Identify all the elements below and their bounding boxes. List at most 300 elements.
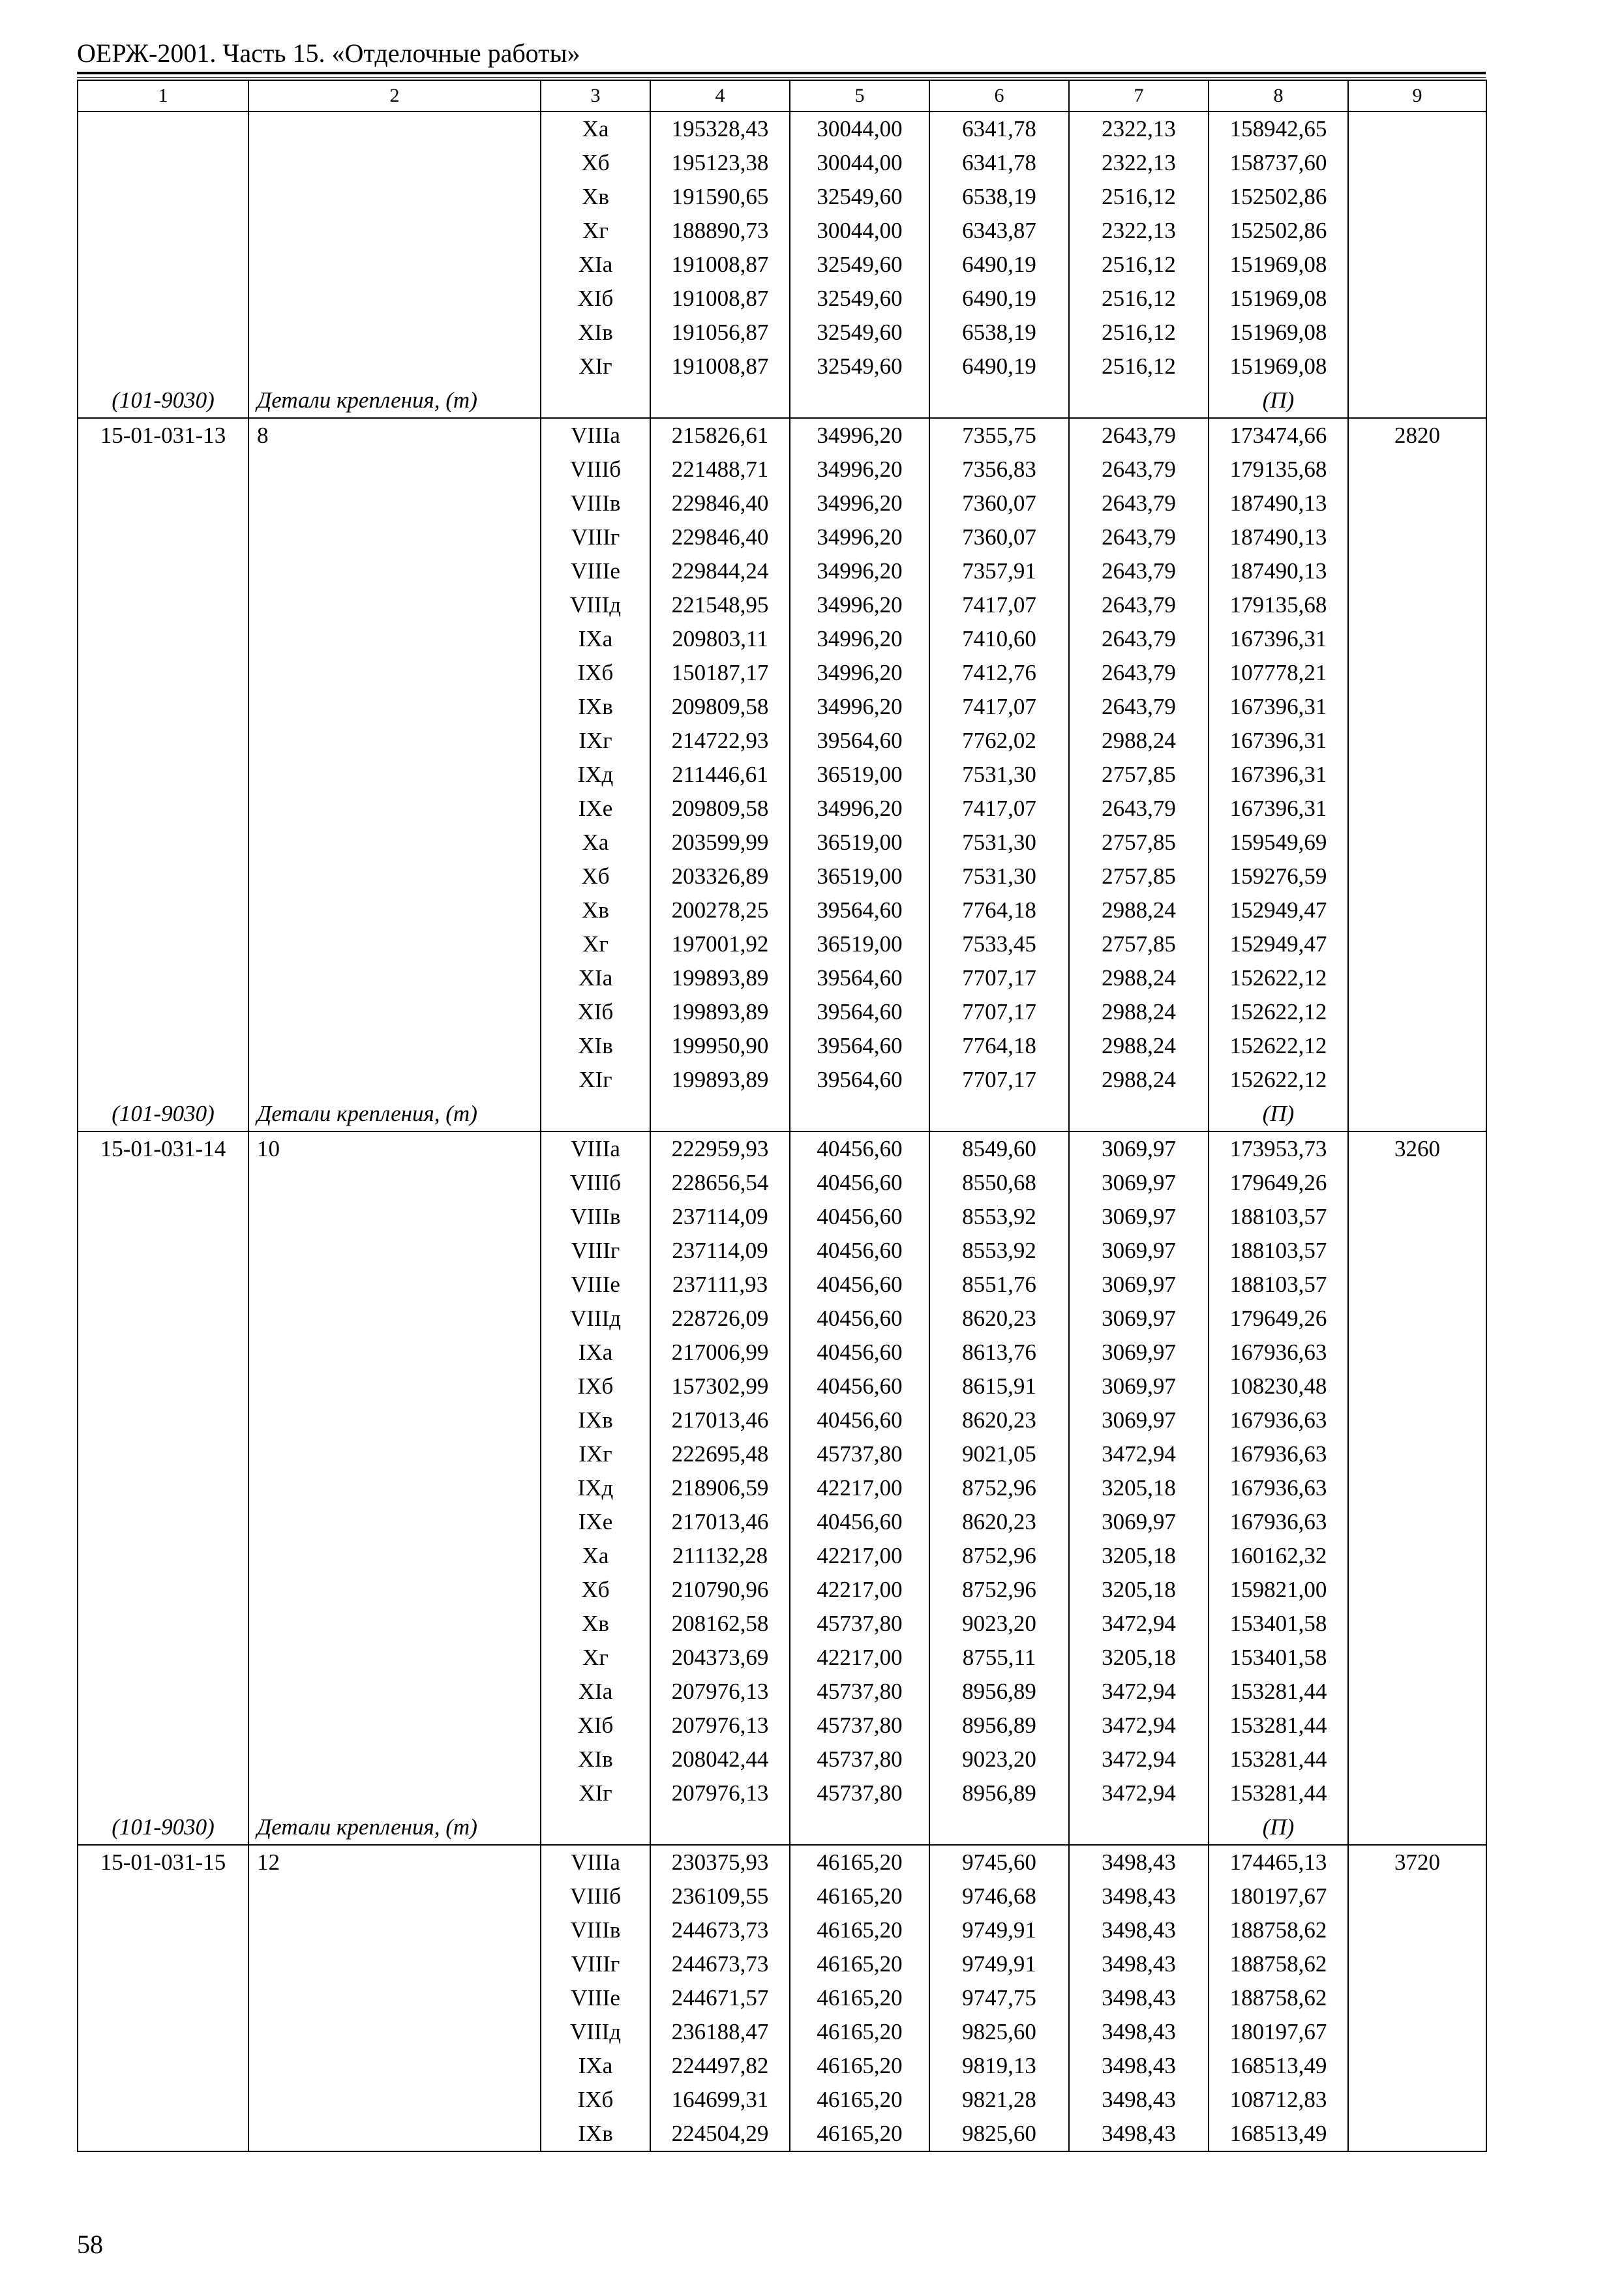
zone-cell: VIIIa (541, 1845, 650, 1879)
labor-cell (1348, 1471, 1486, 1505)
table-row (78, 554, 1486, 588)
zone-cell: XIг (541, 1063, 650, 1097)
code-cell (78, 1641, 248, 1675)
labor-cell (1348, 588, 1486, 622)
zone-cell: VIIIв (541, 1913, 650, 1947)
labor-cell (1348, 520, 1486, 554)
code-cell (78, 453, 248, 486)
name-cell (248, 282, 541, 316)
total-cost-cell: 237114,09 (650, 1234, 790, 1268)
empty-cell (1348, 1097, 1486, 1131)
materials-cell: 174465,13 (1209, 1845, 1348, 1879)
labor-cell (1348, 282, 1486, 316)
machinist-wage-cell: 3069,97 (1069, 1505, 1209, 1539)
machinist-wage-cell: 3498,43 (1069, 2015, 1209, 2049)
machinist-wage-cell: 2643,79 (1069, 792, 1209, 826)
zone-cell: IXa (541, 1336, 650, 1369)
machinist-wage-cell: 3069,97 (1069, 1268, 1209, 1302)
code-cell (78, 248, 248, 282)
materials-cell: 152622,12 (1209, 1063, 1348, 1097)
empty-cell (790, 383, 929, 418)
total-cost-cell: 236188,47 (650, 2015, 790, 2049)
name-cell (248, 1063, 541, 1097)
total-cost-cell: 199893,89 (650, 995, 790, 1029)
materials-cell: 167936,63 (1209, 1505, 1348, 1539)
page-number: 58 (77, 2230, 103, 2259)
machine-cell: 8553,92 (929, 1234, 1069, 1268)
total-cost-cell: 217013,46 (650, 1403, 790, 1437)
total-cost-cell: 200278,25 (650, 893, 790, 927)
resource-name: Детали крепления, (т) (248, 1810, 541, 1845)
zone-cell: IXб (541, 2083, 650, 2117)
zone-cell: Xв (541, 1607, 650, 1641)
wage-cell: 36519,00 (790, 826, 929, 860)
name-cell (248, 2083, 541, 2117)
labor-cell (1348, 927, 1486, 961)
labor-cell (1348, 622, 1486, 656)
code-cell (78, 1200, 248, 1234)
machinist-wage-cell: 3069,97 (1069, 1403, 1209, 1437)
table-row (78, 1879, 1486, 1913)
zone-cell: Xa (541, 1539, 650, 1573)
zone-cell: VIIIa (541, 1131, 650, 1166)
machine-cell: 7410,60 (929, 622, 1069, 656)
materials-cell: 151969,08 (1209, 316, 1348, 350)
wage-cell: 45737,80 (790, 1437, 929, 1471)
table-row (78, 1029, 1486, 1063)
total-cost-cell: 215826,61 (650, 418, 790, 453)
wage-cell: 30044,00 (790, 214, 929, 248)
table-row (78, 1913, 1486, 1947)
name-cell (248, 622, 541, 656)
zone-cell: IXд (541, 758, 650, 792)
empty-cell (929, 1810, 1069, 1845)
zone-cell: XIб (541, 1709, 650, 1743)
code-cell (78, 1675, 248, 1709)
machinist-wage-cell: 2643,79 (1069, 486, 1209, 520)
wage-cell: 40456,60 (790, 1268, 929, 1302)
code-cell (78, 1709, 248, 1743)
code-cell (78, 486, 248, 520)
machine-cell: 8620,23 (929, 1505, 1069, 1539)
materials-cell: 188103,57 (1209, 1268, 1348, 1302)
total-cost-cell: 191008,87 (650, 350, 790, 383)
header-rule-thin (77, 77, 1486, 78)
total-cost-cell: 228726,09 (650, 1302, 790, 1336)
code-cell (78, 1302, 248, 1336)
name-cell (248, 860, 541, 893)
machine-cell: 7417,07 (929, 792, 1069, 826)
machinist-wage-cell: 2322,13 (1069, 112, 1209, 146)
wage-cell: 39564,60 (790, 1063, 929, 1097)
total-cost-cell: 224504,29 (650, 2117, 790, 2151)
code-cell (78, 2083, 248, 2117)
code-cell (78, 792, 248, 826)
total-cost-cell: 157302,99 (650, 1369, 790, 1403)
materials-cell: 159549,69 (1209, 826, 1348, 860)
materials-cell: 173474,66 (1209, 418, 1348, 453)
machinist-wage-cell: 3205,18 (1069, 1641, 1209, 1675)
materials-cell: 167396,31 (1209, 792, 1348, 826)
total-cost-cell: 217006,99 (650, 1336, 790, 1369)
machinist-wage-cell: 3069,97 (1069, 1166, 1209, 1200)
code-cell (78, 1607, 248, 1641)
wage-cell: 34996,20 (790, 690, 929, 724)
table-row (78, 1131, 1486, 1166)
materials-cell: 167396,31 (1209, 622, 1348, 656)
machinist-wage-cell: 2757,85 (1069, 758, 1209, 792)
machinist-wage-cell: 3472,94 (1069, 1607, 1209, 1641)
zone-cell: VIIIв (541, 486, 650, 520)
machine-cell: 7764,18 (929, 893, 1069, 927)
name-cell (248, 927, 541, 961)
materials-cell: 153281,44 (1209, 1709, 1348, 1743)
table-row-footer (78, 1097, 1486, 1131)
machinist-wage-cell: 3205,18 (1069, 1471, 1209, 1505)
zone-cell: IXв (541, 1403, 650, 1437)
zone-cell: Xв (541, 893, 650, 927)
materials-cell: 187490,13 (1209, 520, 1348, 554)
labor-cell (1348, 453, 1486, 486)
price-table (77, 80, 1487, 2152)
labor-cell (1348, 1437, 1486, 1471)
table-row (78, 1641, 1486, 1675)
name-cell (248, 1029, 541, 1063)
total-cost-cell: 164699,31 (650, 2083, 790, 2117)
total-cost-cell: 230375,93 (650, 1845, 790, 1879)
labor-cell (1348, 1302, 1486, 1336)
machine-cell: 8752,96 (929, 1471, 1069, 1505)
table-row (78, 1437, 1486, 1471)
materials-cell: 153281,44 (1209, 1776, 1348, 1810)
table-row (78, 2015, 1486, 2049)
name-cell (248, 554, 541, 588)
table-row (78, 282, 1486, 316)
name-cell (248, 1200, 541, 1234)
code-cell (78, 1539, 248, 1573)
zone-cell: VIIIг (541, 1234, 650, 1268)
machinist-wage-cell: 2516,12 (1069, 282, 1209, 316)
zone-cell: XIв (541, 316, 650, 350)
table-row (78, 486, 1486, 520)
total-cost-cell: 224497,82 (650, 2049, 790, 2083)
name-cell (248, 1234, 541, 1268)
materials-cell: 160162,32 (1209, 1539, 1348, 1573)
machine-cell: 7707,17 (929, 961, 1069, 995)
zone-cell: IXб (541, 1369, 650, 1403)
machine-cell: 7707,17 (929, 995, 1069, 1029)
wage-cell: 32549,60 (790, 316, 929, 350)
empty-cell (1348, 1810, 1486, 1845)
code-cell (78, 622, 248, 656)
table-row (78, 2117, 1486, 2151)
total-cost-cell: 237114,09 (650, 1200, 790, 1234)
table-row (78, 927, 1486, 961)
name-cell: 10 (248, 1131, 541, 1166)
machinist-wage-cell: 2643,79 (1069, 453, 1209, 486)
wage-cell: 42217,00 (790, 1641, 929, 1675)
table-body (78, 80, 1486, 2151)
materials-cell: 168513,49 (1209, 2049, 1348, 2083)
materials-cell: 188758,62 (1209, 1947, 1348, 1981)
wage-cell: 40456,60 (790, 1403, 929, 1437)
zone-cell: Xг (541, 1641, 650, 1675)
table-row (78, 1607, 1486, 1641)
machine-cell: 9749,91 (929, 1947, 1069, 1981)
name-cell (248, 1913, 541, 1947)
materials-cell: 180197,67 (1209, 1879, 1348, 1913)
wage-cell: 40456,60 (790, 1131, 929, 1166)
code-cell (78, 927, 248, 961)
labor-cell (1348, 112, 1486, 146)
labor-cell (1348, 146, 1486, 180)
machine-cell: 7531,30 (929, 860, 1069, 893)
total-cost-cell: 191008,87 (650, 248, 790, 282)
total-cost-cell: 191056,87 (650, 316, 790, 350)
wage-cell: 34996,20 (790, 520, 929, 554)
labor-cell (1348, 1234, 1486, 1268)
zone-cell: Xв (541, 180, 650, 214)
materials-cell: 167936,63 (1209, 1403, 1348, 1437)
empty-cell (1069, 1097, 1209, 1131)
code-cell (78, 316, 248, 350)
wage-cell: 36519,00 (790, 927, 929, 961)
total-cost-cell: 208162,58 (650, 1607, 790, 1641)
wage-cell: 32549,60 (790, 282, 929, 316)
labor-cell (1348, 826, 1486, 860)
total-cost-cell: 195328,43 (650, 112, 790, 146)
machine-cell: 6538,19 (929, 180, 1069, 214)
machinist-wage-cell: 3498,43 (1069, 1879, 1209, 1913)
table-row (78, 1234, 1486, 1268)
zone-cell: VIIIe (541, 1981, 650, 2015)
total-cost-cell: 237111,93 (650, 1268, 790, 1302)
table-row (78, 1336, 1486, 1369)
wage-cell: 40456,60 (790, 1200, 929, 1234)
wage-cell: 36519,00 (790, 860, 929, 893)
zone-cell: IXa (541, 2049, 650, 2083)
code-cell (78, 1573, 248, 1607)
name-cell: 12 (248, 1845, 541, 1879)
table-row (78, 1573, 1486, 1607)
wage-cell: 40456,60 (790, 1302, 929, 1336)
resource-unit: (П) (1209, 1097, 1348, 1131)
table-row (78, 1845, 1486, 1879)
name-cell (248, 2049, 541, 2083)
labor-cell (1348, 350, 1486, 383)
table-row (78, 1981, 1486, 2015)
total-cost-cell: 204373,69 (650, 1641, 790, 1675)
code-cell (78, 2117, 248, 2151)
labor-cell (1348, 860, 1486, 893)
materials-cell: 167396,31 (1209, 690, 1348, 724)
total-cost-cell: 203599,99 (650, 826, 790, 860)
machine-cell: 8752,96 (929, 1573, 1069, 1607)
name-cell (248, 180, 541, 214)
zone-cell: IXe (541, 1505, 650, 1539)
zone-cell: Xб (541, 146, 650, 180)
zone-cell: VIIIд (541, 2015, 650, 2049)
table-row (78, 1166, 1486, 1200)
machinist-wage-cell: 2643,79 (1069, 622, 1209, 656)
table-row (78, 350, 1486, 383)
zone-cell: IXв (541, 2117, 650, 2151)
machinist-wage-cell: 3498,43 (1069, 2049, 1209, 2083)
name-cell (248, 1471, 541, 1505)
total-cost-cell: 229844,24 (650, 554, 790, 588)
machine-cell: 8615,91 (929, 1369, 1069, 1403)
labor-cell (1348, 724, 1486, 758)
code-cell (78, 520, 248, 554)
wage-cell: 32549,60 (790, 180, 929, 214)
empty-cell (929, 1097, 1069, 1131)
machine-cell: 7417,07 (929, 690, 1069, 724)
code-cell (78, 1743, 248, 1776)
total-cost-cell: 218906,59 (650, 1471, 790, 1505)
labor-cell (1348, 1573, 1486, 1607)
labor-cell (1348, 1709, 1486, 1743)
wage-cell: 34996,20 (790, 554, 929, 588)
labor-cell (1348, 893, 1486, 927)
materials-cell: 167936,63 (1209, 1471, 1348, 1505)
wage-cell: 34996,20 (790, 418, 929, 453)
machine-cell: 9021,05 (929, 1437, 1069, 1471)
machine-cell: 8620,23 (929, 1302, 1069, 1336)
zone-cell: XIб (541, 282, 650, 316)
total-cost-cell: 150187,17 (650, 656, 790, 690)
machinist-wage-cell: 3472,94 (1069, 1675, 1209, 1709)
labor-cell (1348, 248, 1486, 282)
total-cost-cell: 211446,61 (650, 758, 790, 792)
machine-cell: 9745,60 (929, 1845, 1069, 1879)
code-cell (78, 1913, 248, 1947)
wage-cell: 46165,20 (790, 1879, 929, 1913)
total-cost-cell: 191008,87 (650, 282, 790, 316)
wage-cell: 42217,00 (790, 1471, 929, 1505)
table-row (78, 792, 1486, 826)
machine-cell: 7357,91 (929, 554, 1069, 588)
name-cell (248, 1981, 541, 2015)
resource-name: Детали крепления, (т) (248, 383, 541, 418)
machinist-wage-cell: 3498,43 (1069, 2083, 1209, 2117)
code-cell (78, 656, 248, 690)
table-row (78, 418, 1486, 453)
materials-cell: 187490,13 (1209, 486, 1348, 520)
labor-cell (1348, 1268, 1486, 1302)
code-cell (78, 961, 248, 995)
materials-cell: 153401,58 (1209, 1641, 1348, 1675)
name-cell (248, 1573, 541, 1607)
labor-cell (1348, 1369, 1486, 1403)
materials-cell: 152502,86 (1209, 214, 1348, 248)
empty-cell (1069, 1810, 1209, 1845)
name-cell (248, 486, 541, 520)
code-cell (78, 1268, 248, 1302)
machinist-wage-cell: 3498,43 (1069, 1947, 1209, 1981)
code-cell (78, 690, 248, 724)
labor-cell (1348, 214, 1486, 248)
table-row (78, 1063, 1486, 1097)
machinist-wage-cell: 2643,79 (1069, 418, 1209, 453)
wage-cell: 39564,60 (790, 893, 929, 927)
total-cost-cell: 210790,96 (650, 1573, 790, 1607)
wage-cell: 46165,20 (790, 1845, 929, 1879)
labor-cell (1348, 690, 1486, 724)
materials-cell: 153281,44 (1209, 1675, 1348, 1709)
total-cost-cell: 203326,89 (650, 860, 790, 893)
machine-cell: 7360,07 (929, 520, 1069, 554)
table-row (78, 860, 1486, 893)
empty-cell (541, 1810, 650, 1845)
wage-cell: 39564,60 (790, 995, 929, 1029)
column-number-row (78, 80, 1486, 112)
resource-code: (101-9030) (78, 383, 248, 418)
machine-cell: 8549,60 (929, 1131, 1069, 1166)
zone-cell: Xг (541, 927, 650, 961)
materials-cell: 108712,83 (1209, 2083, 1348, 2117)
wage-cell: 30044,00 (790, 112, 929, 146)
wage-cell: 46165,20 (790, 1981, 929, 2015)
zone-cell: XIa (541, 248, 650, 282)
zone-cell: VIIIв (541, 1200, 650, 1234)
empty-cell (929, 383, 1069, 418)
machine-cell: 7355,75 (929, 418, 1069, 453)
machinist-wage-cell: 3205,18 (1069, 1539, 1209, 1573)
machinist-wage-cell: 3498,43 (1069, 2117, 1209, 2151)
machine-cell: 6341,78 (929, 112, 1069, 146)
labor-cell (1348, 1607, 1486, 1641)
total-cost-cell: 211132,28 (650, 1539, 790, 1573)
table-row (78, 1403, 1486, 1437)
resource-code: (101-9030) (78, 1810, 248, 1845)
code-cell (78, 1166, 248, 1200)
name-cell (248, 1437, 541, 1471)
labor-cell (1348, 1403, 1486, 1437)
materials-cell: 188103,57 (1209, 1200, 1348, 1234)
name-cell (248, 248, 541, 282)
total-cost-cell: 199950,90 (650, 1029, 790, 1063)
wage-cell: 46165,20 (790, 2049, 929, 2083)
materials-cell: 152949,47 (1209, 893, 1348, 927)
name-cell (248, 2117, 541, 2151)
empty-cell (541, 383, 650, 418)
resource-unit: (П) (1209, 1810, 1348, 1845)
materials-cell: 158942,65 (1209, 112, 1348, 146)
table-row (78, 1743, 1486, 1776)
machinist-wage-cell: 2516,12 (1069, 350, 1209, 383)
wage-cell: 45737,80 (790, 1743, 929, 1776)
machinist-wage-cell: 2757,85 (1069, 927, 1209, 961)
materials-cell: 153281,44 (1209, 1743, 1348, 1776)
table-row (78, 1776, 1486, 1810)
empty-cell (1069, 383, 1209, 418)
empty-cell (790, 1097, 929, 1131)
zone-cell: XIa (541, 961, 650, 995)
code-cell (78, 588, 248, 622)
resource-code: (101-9030) (78, 1097, 248, 1131)
zone-cell: VIIIг (541, 520, 650, 554)
machine-cell: 6341,78 (929, 146, 1069, 180)
name-cell (248, 316, 541, 350)
table-row (78, 995, 1486, 1029)
name-cell (248, 995, 541, 1029)
table-row (78, 316, 1486, 350)
wage-cell: 32549,60 (790, 248, 929, 282)
machine-cell: 7533,45 (929, 927, 1069, 961)
name-cell (248, 1607, 541, 1641)
table-row (78, 214, 1486, 248)
machinist-wage-cell: 2643,79 (1069, 690, 1209, 724)
